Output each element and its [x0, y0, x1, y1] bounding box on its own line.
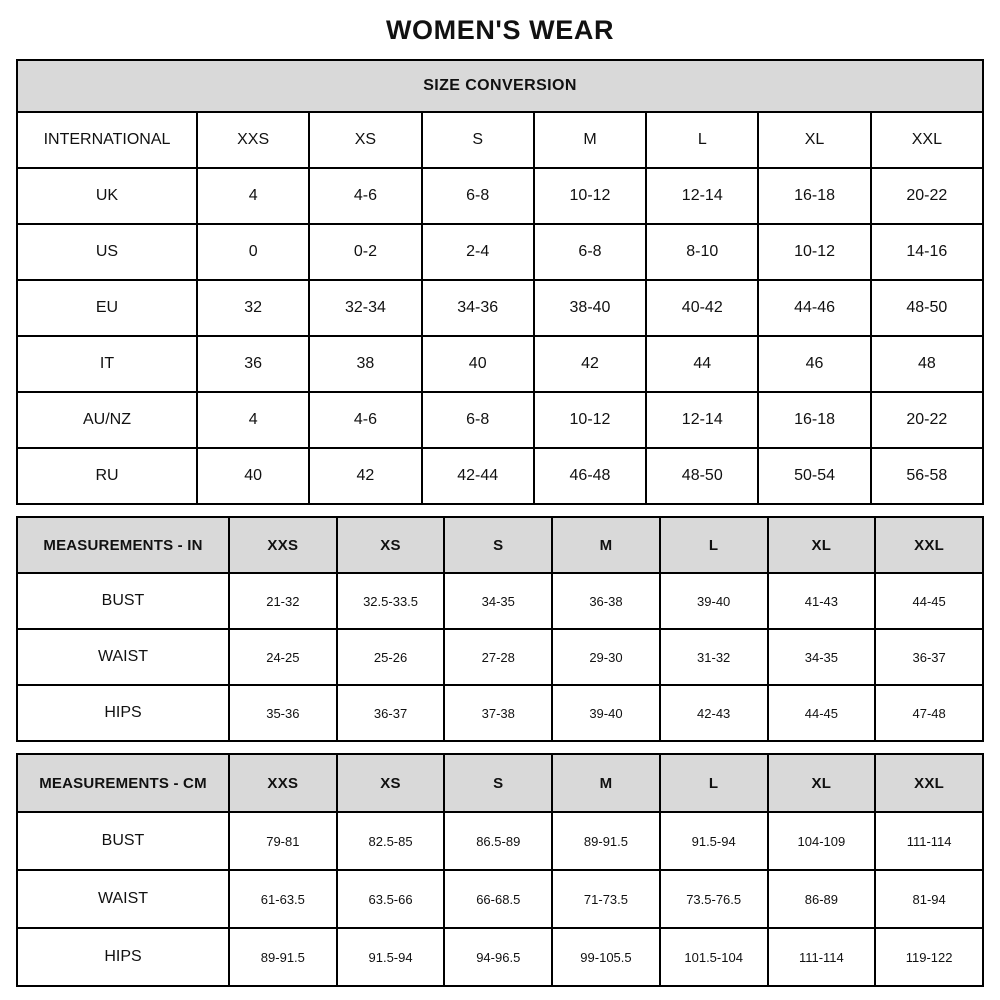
value-cell: 61-63.5: [229, 870, 337, 928]
value-cell: 29-30: [552, 629, 660, 685]
value-cell: 48: [871, 336, 983, 392]
header-cell: XL: [758, 112, 870, 168]
header-cell: M: [534, 112, 646, 168]
value-cell: 40-42: [646, 280, 758, 336]
table-header-row: [17, 112, 983, 168]
measurements-in-header: MEASUREMENTS - IN: [17, 517, 229, 573]
header-cell: XXL: [871, 112, 983, 168]
value-cell: 44-46: [758, 280, 870, 336]
value-cell: 32-34: [309, 280, 421, 336]
value-cell: 71-73.5: [552, 870, 660, 928]
value-cell: 91.5-94: [660, 812, 768, 870]
row-label-cell: HIPS: [17, 685, 229, 741]
value-cell: 63.5-66: [337, 870, 445, 928]
value-cell: 38: [309, 336, 421, 392]
header-cell: INTERNATIONAL: [17, 112, 197, 168]
value-cell: 101.5-104: [660, 928, 768, 986]
table-row: [17, 812, 983, 870]
value-cell: 10-12: [534, 392, 646, 448]
value-cell: 37-38: [444, 685, 552, 741]
row-label-cell: RU: [17, 448, 197, 504]
header-cell: M: [552, 754, 660, 812]
value-cell: 10-12: [534, 168, 646, 224]
value-cell: 44-45: [768, 685, 876, 741]
value-cell: 82.5-85: [337, 812, 445, 870]
value-cell: 86-89: [768, 870, 876, 928]
header-cell: XXS: [229, 517, 337, 573]
header-cell: L: [660, 517, 768, 573]
header-cell: XL: [768, 754, 876, 812]
value-cell: 104-109: [768, 812, 876, 870]
value-cell: 36-38: [552, 573, 660, 629]
header-cell: XXS: [229, 754, 337, 812]
size-conversion-table: [16, 59, 984, 505]
value-cell: 46: [758, 336, 870, 392]
value-cell: 34-35: [444, 573, 552, 629]
value-cell: 24-25: [229, 629, 337, 685]
value-cell: 94-96.5: [444, 928, 552, 986]
value-cell: 16-18: [758, 168, 870, 224]
value-cell: 27-28: [444, 629, 552, 685]
value-cell: 91.5-94: [337, 928, 445, 986]
row-label-cell: BUST: [17, 573, 229, 629]
table-band-row: [17, 60, 983, 112]
table-row: [17, 870, 983, 928]
value-cell: 6-8: [422, 168, 534, 224]
value-cell: 20-22: [871, 392, 983, 448]
row-label-cell: IT: [17, 336, 197, 392]
size-chart-page: [0, 14, 1000, 987]
value-cell: 12-14: [646, 392, 758, 448]
row-label-cell: EU: [17, 280, 197, 336]
header-cell: XS: [337, 517, 445, 573]
row-label-cell: WAIST: [17, 870, 229, 928]
value-cell: 21-32: [229, 573, 337, 629]
value-cell: 8-10: [646, 224, 758, 280]
value-cell: 48-50: [646, 448, 758, 504]
header-cell: XXL: [875, 754, 983, 812]
value-cell: 39-40: [660, 573, 768, 629]
value-cell: 39-40: [552, 685, 660, 741]
value-cell: 111-114: [768, 928, 876, 986]
value-cell: 89-91.5: [552, 812, 660, 870]
value-cell: 47-48: [875, 685, 983, 741]
header-cell: S: [444, 754, 552, 812]
value-cell: 38-40: [534, 280, 646, 336]
table-row: [17, 629, 983, 685]
value-cell: 73.5-76.5: [660, 870, 768, 928]
value-cell: 25-26: [337, 629, 445, 685]
value-cell: 36-37: [875, 629, 983, 685]
value-cell: 14-16: [871, 224, 983, 280]
header-cell: XXS: [197, 112, 309, 168]
header-cell: M: [552, 517, 660, 573]
measurements-cm-table: [16, 753, 984, 987]
table-header-row: [17, 754, 983, 812]
size-conversion-header: SIZE CONVERSION: [17, 60, 983, 112]
row-label-cell: US: [17, 224, 197, 280]
value-cell: 99-105.5: [552, 928, 660, 986]
value-cell: 31-32: [660, 629, 768, 685]
value-cell: 32.5-33.5: [337, 573, 445, 629]
table-header-row: [17, 517, 983, 573]
header-cell: S: [444, 517, 552, 573]
row-label-cell: UK: [17, 168, 197, 224]
value-cell: 44-45: [875, 573, 983, 629]
value-cell: 16-18: [758, 392, 870, 448]
header-cell: XXL: [875, 517, 983, 573]
value-cell: 36-37: [337, 685, 445, 741]
table-row: [17, 928, 983, 986]
value-cell: 4-6: [309, 168, 421, 224]
value-cell: 66-68.5: [444, 870, 552, 928]
value-cell: 10-12: [758, 224, 870, 280]
value-cell: 46-48: [534, 448, 646, 504]
value-cell: 50-54: [758, 448, 870, 504]
measurements-cm-header: MEASUREMENTS - CM: [17, 754, 229, 812]
value-cell: 20-22: [871, 168, 983, 224]
value-cell: 56-58: [871, 448, 983, 504]
table-row: [17, 336, 983, 392]
header-cell: XL: [768, 517, 876, 573]
value-cell: 81-94: [875, 870, 983, 928]
row-label-cell: HIPS: [17, 928, 229, 986]
value-cell: 41-43: [768, 573, 876, 629]
measurements-in-table: [16, 516, 984, 742]
table-row: [17, 392, 983, 448]
value-cell: 40: [197, 448, 309, 504]
value-cell: 35-36: [229, 685, 337, 741]
value-cell: 0: [197, 224, 309, 280]
table-row: [17, 168, 983, 224]
value-cell: 111-114: [875, 812, 983, 870]
value-cell: 6-8: [422, 392, 534, 448]
value-cell: 36: [197, 336, 309, 392]
value-cell: 4-6: [309, 392, 421, 448]
row-label-cell: AU/NZ: [17, 392, 197, 448]
value-cell: 86.5-89: [444, 812, 552, 870]
table-row: [17, 573, 983, 629]
value-cell: 42-44: [422, 448, 534, 504]
value-cell: 119-122: [875, 928, 983, 986]
value-cell: 32: [197, 280, 309, 336]
table-row: [17, 448, 983, 504]
table-row: [17, 685, 983, 741]
value-cell: 40: [422, 336, 534, 392]
row-label-cell: BUST: [17, 812, 229, 870]
value-cell: 6-8: [534, 224, 646, 280]
value-cell: 0-2: [309, 224, 421, 280]
header-cell: L: [646, 112, 758, 168]
value-cell: 4: [197, 392, 309, 448]
value-cell: 34-35: [768, 629, 876, 685]
value-cell: 4: [197, 168, 309, 224]
value-cell: 89-91.5: [229, 928, 337, 986]
value-cell: 2-4: [422, 224, 534, 280]
value-cell: 48-50: [871, 280, 983, 336]
row-label-cell: WAIST: [17, 629, 229, 685]
header-cell: L: [660, 754, 768, 812]
value-cell: 42: [534, 336, 646, 392]
table-row: [17, 224, 983, 280]
value-cell: 12-14: [646, 168, 758, 224]
header-cell: XS: [309, 112, 421, 168]
header-cell: S: [422, 112, 534, 168]
value-cell: 44: [646, 336, 758, 392]
table-row: [17, 280, 983, 336]
value-cell: 42: [309, 448, 421, 504]
value-cell: 34-36: [422, 280, 534, 336]
page-title: WOMEN'S WEAR: [385, 15, 615, 45]
value-cell: 79-81: [229, 812, 337, 870]
value-cell: 42-43: [660, 685, 768, 741]
header-cell: XS: [337, 754, 445, 812]
